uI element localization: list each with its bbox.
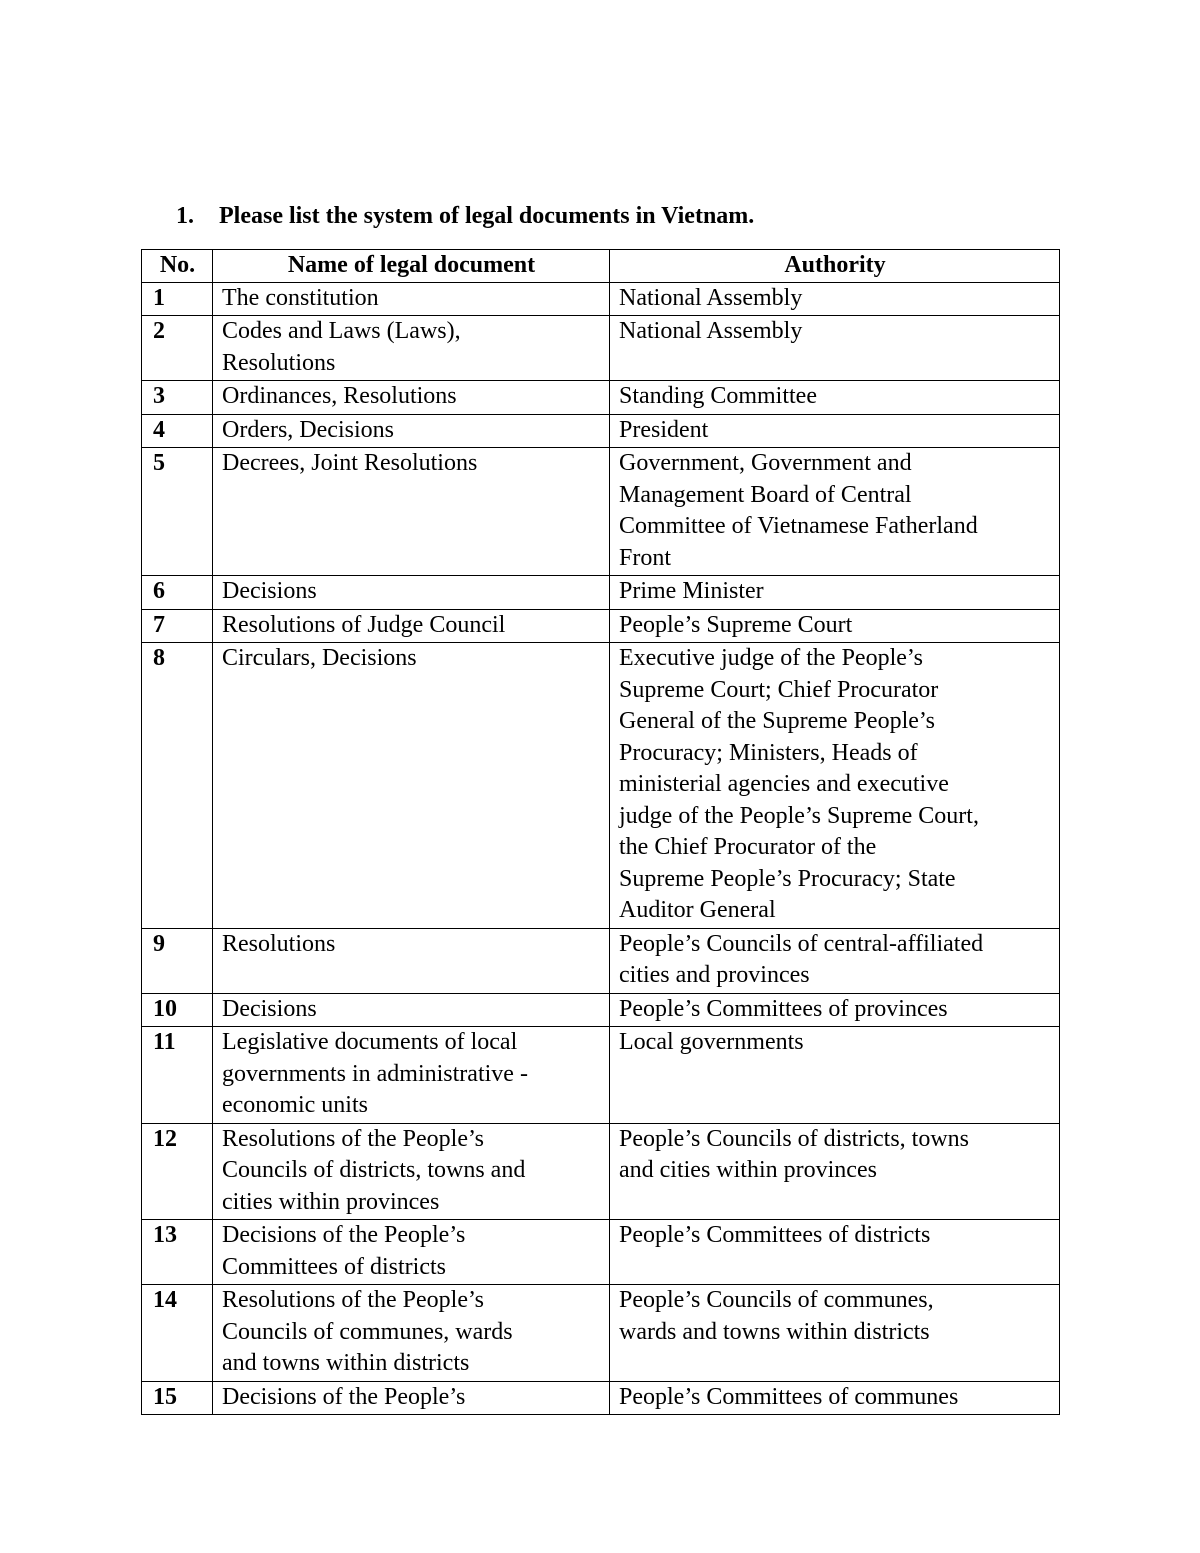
row-number: 14 [142,1285,213,1382]
table-row [142,1123,1060,1220]
document-name-cell: Resolutions of Judge Council [213,609,610,643]
authority-cell: People’s Committees of communes [610,1381,1060,1415]
document-name-cell: Legislative documents of local governments in administrative - economic units [213,1027,610,1124]
document-name-cell: Resolutions [213,928,610,993]
header-name: Name of legal document [213,250,610,283]
authority-cell: National Assembly [610,282,1060,316]
authority-cell: National Assembly [610,316,1060,381]
row-number: 12 [142,1123,213,1220]
table-row [142,1285,1060,1382]
table-row [142,993,1060,1027]
authority-cell: People’s Councils of districts, towns and cities within provinces [610,1123,1060,1220]
table-row [142,448,1060,576]
document-name-cell: Decisions [213,576,610,610]
document-name-cell: Decisions [213,993,610,1027]
row-number: 11 [142,1027,213,1124]
table-row [142,282,1060,316]
row-number: 2 [142,316,213,381]
row-number: 8 [142,643,213,929]
question-heading [176,200,754,232]
document-name-cell: Orders, Decisions [213,414,610,448]
document-name-cell: Decisions of the People’s Committees of districts [213,1220,610,1285]
row-number: 4 [142,414,213,448]
header-no: No. [142,250,213,283]
document-name-cell: Resolutions of the People’s Councils of communes, wards and towns within districts [213,1285,610,1382]
table-row [142,576,1060,610]
table-row [142,1027,1060,1124]
document-name-cell: Resolutions of the People’s Councils of districts, towns and cities within provinces [213,1123,610,1220]
document-name-cell: Codes and Laws (Laws), Resolutions [213,316,610,381]
table-row [142,1381,1060,1415]
legal-documents-table [141,249,1060,1415]
authority-cell: President [610,414,1060,448]
document-name-cell: Ordinances, Resolutions [213,381,610,415]
table-row [142,1220,1060,1285]
table-header-row [142,250,1060,283]
table-row [142,381,1060,415]
question-text: Please list the system of legal documents in Vietnam. [219,203,755,229]
row-number: 7 [142,609,213,643]
row-number: 10 [142,993,213,1027]
authority-cell: Standing Committee [610,381,1060,415]
table-row [142,928,1060,993]
authority-cell: People’s Councils of communes, wards and towns within districts [610,1285,1060,1382]
table-row [142,414,1060,448]
authority-cell: Prime Minister [610,576,1060,610]
question-number: 1. [176,203,194,229]
document-name-cell: The constitution [213,282,610,316]
table-row [142,609,1060,643]
table-row [142,643,1060,929]
document-name-cell: Circulars, Decisions [213,643,610,929]
document-name-cell: Decisions of the People’s [213,1381,610,1415]
table-row [142,316,1060,381]
authority-cell: Government, Government and Management Board of Central Committee of Vietnamese Fatherland Front [610,448,1060,576]
authority-cell: People’s Committees of provinces [610,993,1060,1027]
row-number: 13 [142,1220,213,1285]
row-number: 6 [142,576,213,610]
authority-cell: Executive judge of the People’s Supreme Court; Chief Procurator General of the Supreme People’s Procuracy; Ministers, Heads of ministerial agencies and executive judge of the People’s Supreme Court, the Chief Procurator of the Supreme People’s Procuracy; State Auditor General [610,643,1060,929]
authority-cell: People’s Supreme Court [610,609,1060,643]
row-number: 1 [142,282,213,316]
row-number: 15 [142,1381,213,1415]
document-name-cell: Decrees, Joint Resolutions [213,448,610,576]
header-authority: Authority [610,250,1060,283]
authority-cell: People’s Councils of central-affiliated cities and provinces [610,928,1060,993]
authority-cell: Local governments [610,1027,1060,1124]
row-number: 9 [142,928,213,993]
authority-cell: People’s Committees of districts [610,1220,1060,1285]
row-number: 3 [142,381,213,415]
row-number: 5 [142,448,213,576]
